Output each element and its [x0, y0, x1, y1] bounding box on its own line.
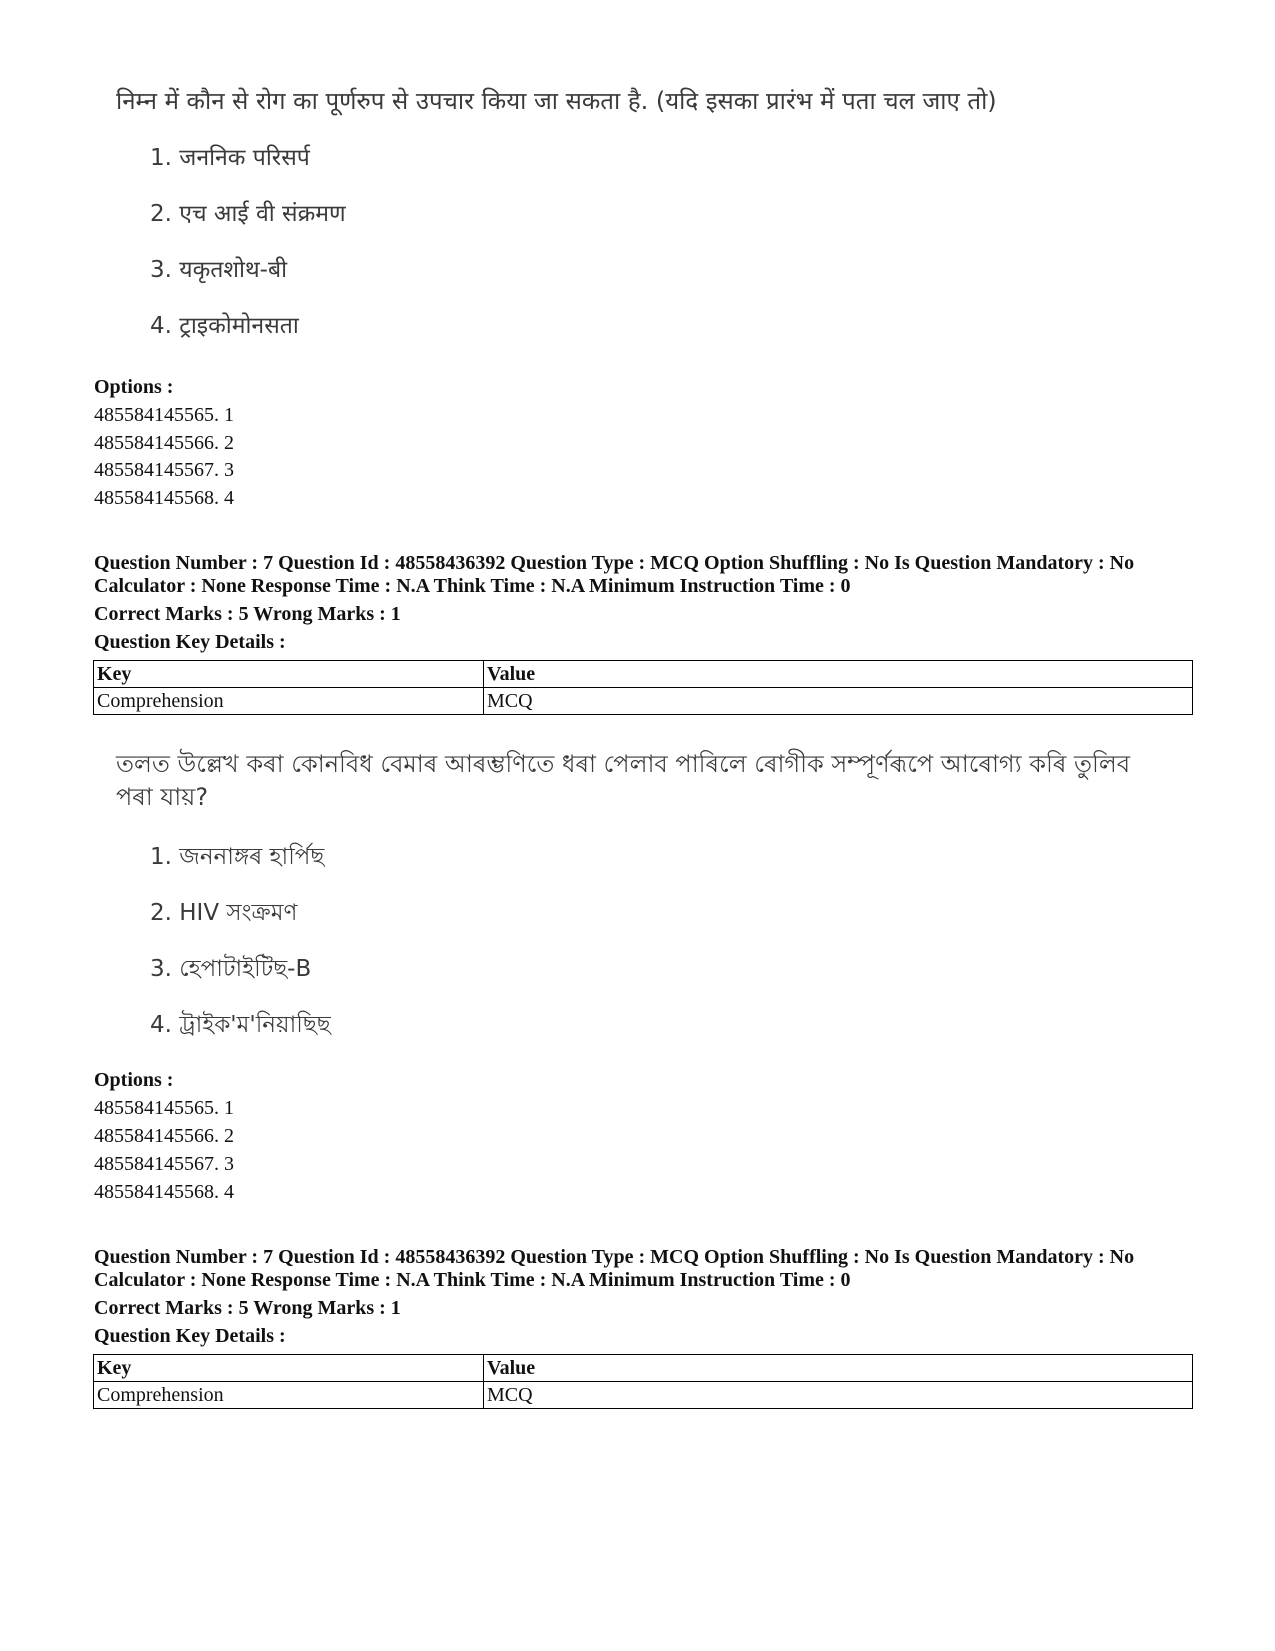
- question-stem: निम्न में कौन से रोग का पूर्णरुप से उपचार किया जा सकता है. (यदि इसका प्रारंभ में पता चल जाए तो): [116, 87, 997, 115]
- question-meta-line1: Question Number : 7 Question Id : 48558436392 Question Type : MCQ Option Shuffling : No Is Question Mandatory : No: [94, 552, 1135, 574]
- table-cell-key: Comprehension: [94, 688, 484, 715]
- option-id-2: 485584145566. 2: [94, 1125, 234, 1147]
- table-cell-value: MCQ: [484, 688, 1193, 715]
- key-details-label: Question Key Details :: [94, 631, 286, 653]
- question-marks: Correct Marks : 5 Wrong Marks : 1: [94, 603, 401, 625]
- choice-2: 2. HIV সংক্ৰমণ: [150, 900, 298, 926]
- question-meta-line1: Question Number : 7 Question Id : 48558436392 Question Type : MCQ Option Shuffling : No Is Question Mandatory : No: [94, 1246, 1135, 1268]
- question-stem: তলত উল্লেখ কৰা কোনবিধ বেমাৰ আৰম্ভণিতে ধৰা পেলাব পাৰিলে ৰোগীক সম্পূৰ্ণৰূপে আৰোগ্য কৰি তুলিব পৰা যায়?: [116, 750, 1131, 811]
- options-label: Options :: [94, 1069, 174, 1091]
- question-image-assamese: [116, 748, 1156, 1038]
- question-image-hindi: [116, 84, 997, 339]
- choice-2: 2. एच आई वी संक्रमण: [150, 201, 346, 227]
- choice-3: 3. হেপাটাইটিছ-B: [150, 956, 312, 982]
- option-id-4: 485584145568. 4: [94, 1181, 234, 1203]
- table-header-key: Key: [94, 661, 484, 688]
- table-row: [94, 688, 1193, 715]
- option-id-3: 485584145567. 3: [94, 1153, 234, 1175]
- choice-4: 4. ट्राइकोमोनसता: [150, 313, 299, 339]
- option-id-1: 485584145565. 1: [94, 1097, 234, 1119]
- table-row: [94, 1382, 1193, 1409]
- choice-1: 1. জননাঙ্গৰ হাৰ্পিছ: [150, 844, 325, 870]
- question-meta-line2: Calculator : None Response Time : N.A Think Time : N.A Minimum Instruction Time : 0: [94, 575, 851, 597]
- key-details-table: [93, 1354, 1193, 1409]
- table-header-row: [94, 661, 1193, 688]
- key-details-label: Question Key Details :: [94, 1325, 286, 1347]
- table-header-row: [94, 1355, 1193, 1382]
- table-header-value: Value: [484, 1355, 1193, 1382]
- option-id-1: 485584145565. 1: [94, 404, 234, 426]
- question-meta-line2: Calculator : None Response Time : N.A Think Time : N.A Minimum Instruction Time : 0: [94, 1269, 851, 1291]
- options-label: Options :: [94, 376, 174, 398]
- option-id-2: 485584145566. 2: [94, 432, 234, 454]
- choice-3: 3. यकृतशोथ-बी: [150, 257, 288, 283]
- table-header-value: Value: [484, 661, 1193, 688]
- choice-4: 4. ট্ৰাইক'ম'নিয়াছিছ: [150, 1012, 331, 1038]
- question-marks: Correct Marks : 5 Wrong Marks : 1: [94, 1297, 401, 1319]
- option-id-3: 485584145567. 3: [94, 459, 234, 481]
- option-id-4: 485584145568. 4: [94, 487, 234, 509]
- key-details-table: [93, 660, 1193, 715]
- table-cell-key: Comprehension: [94, 1382, 484, 1409]
- table-header-key: Key: [94, 1355, 484, 1382]
- choice-1: 1. जननिक परिसर्प: [150, 145, 310, 171]
- table-cell-value: MCQ: [484, 1382, 1193, 1409]
